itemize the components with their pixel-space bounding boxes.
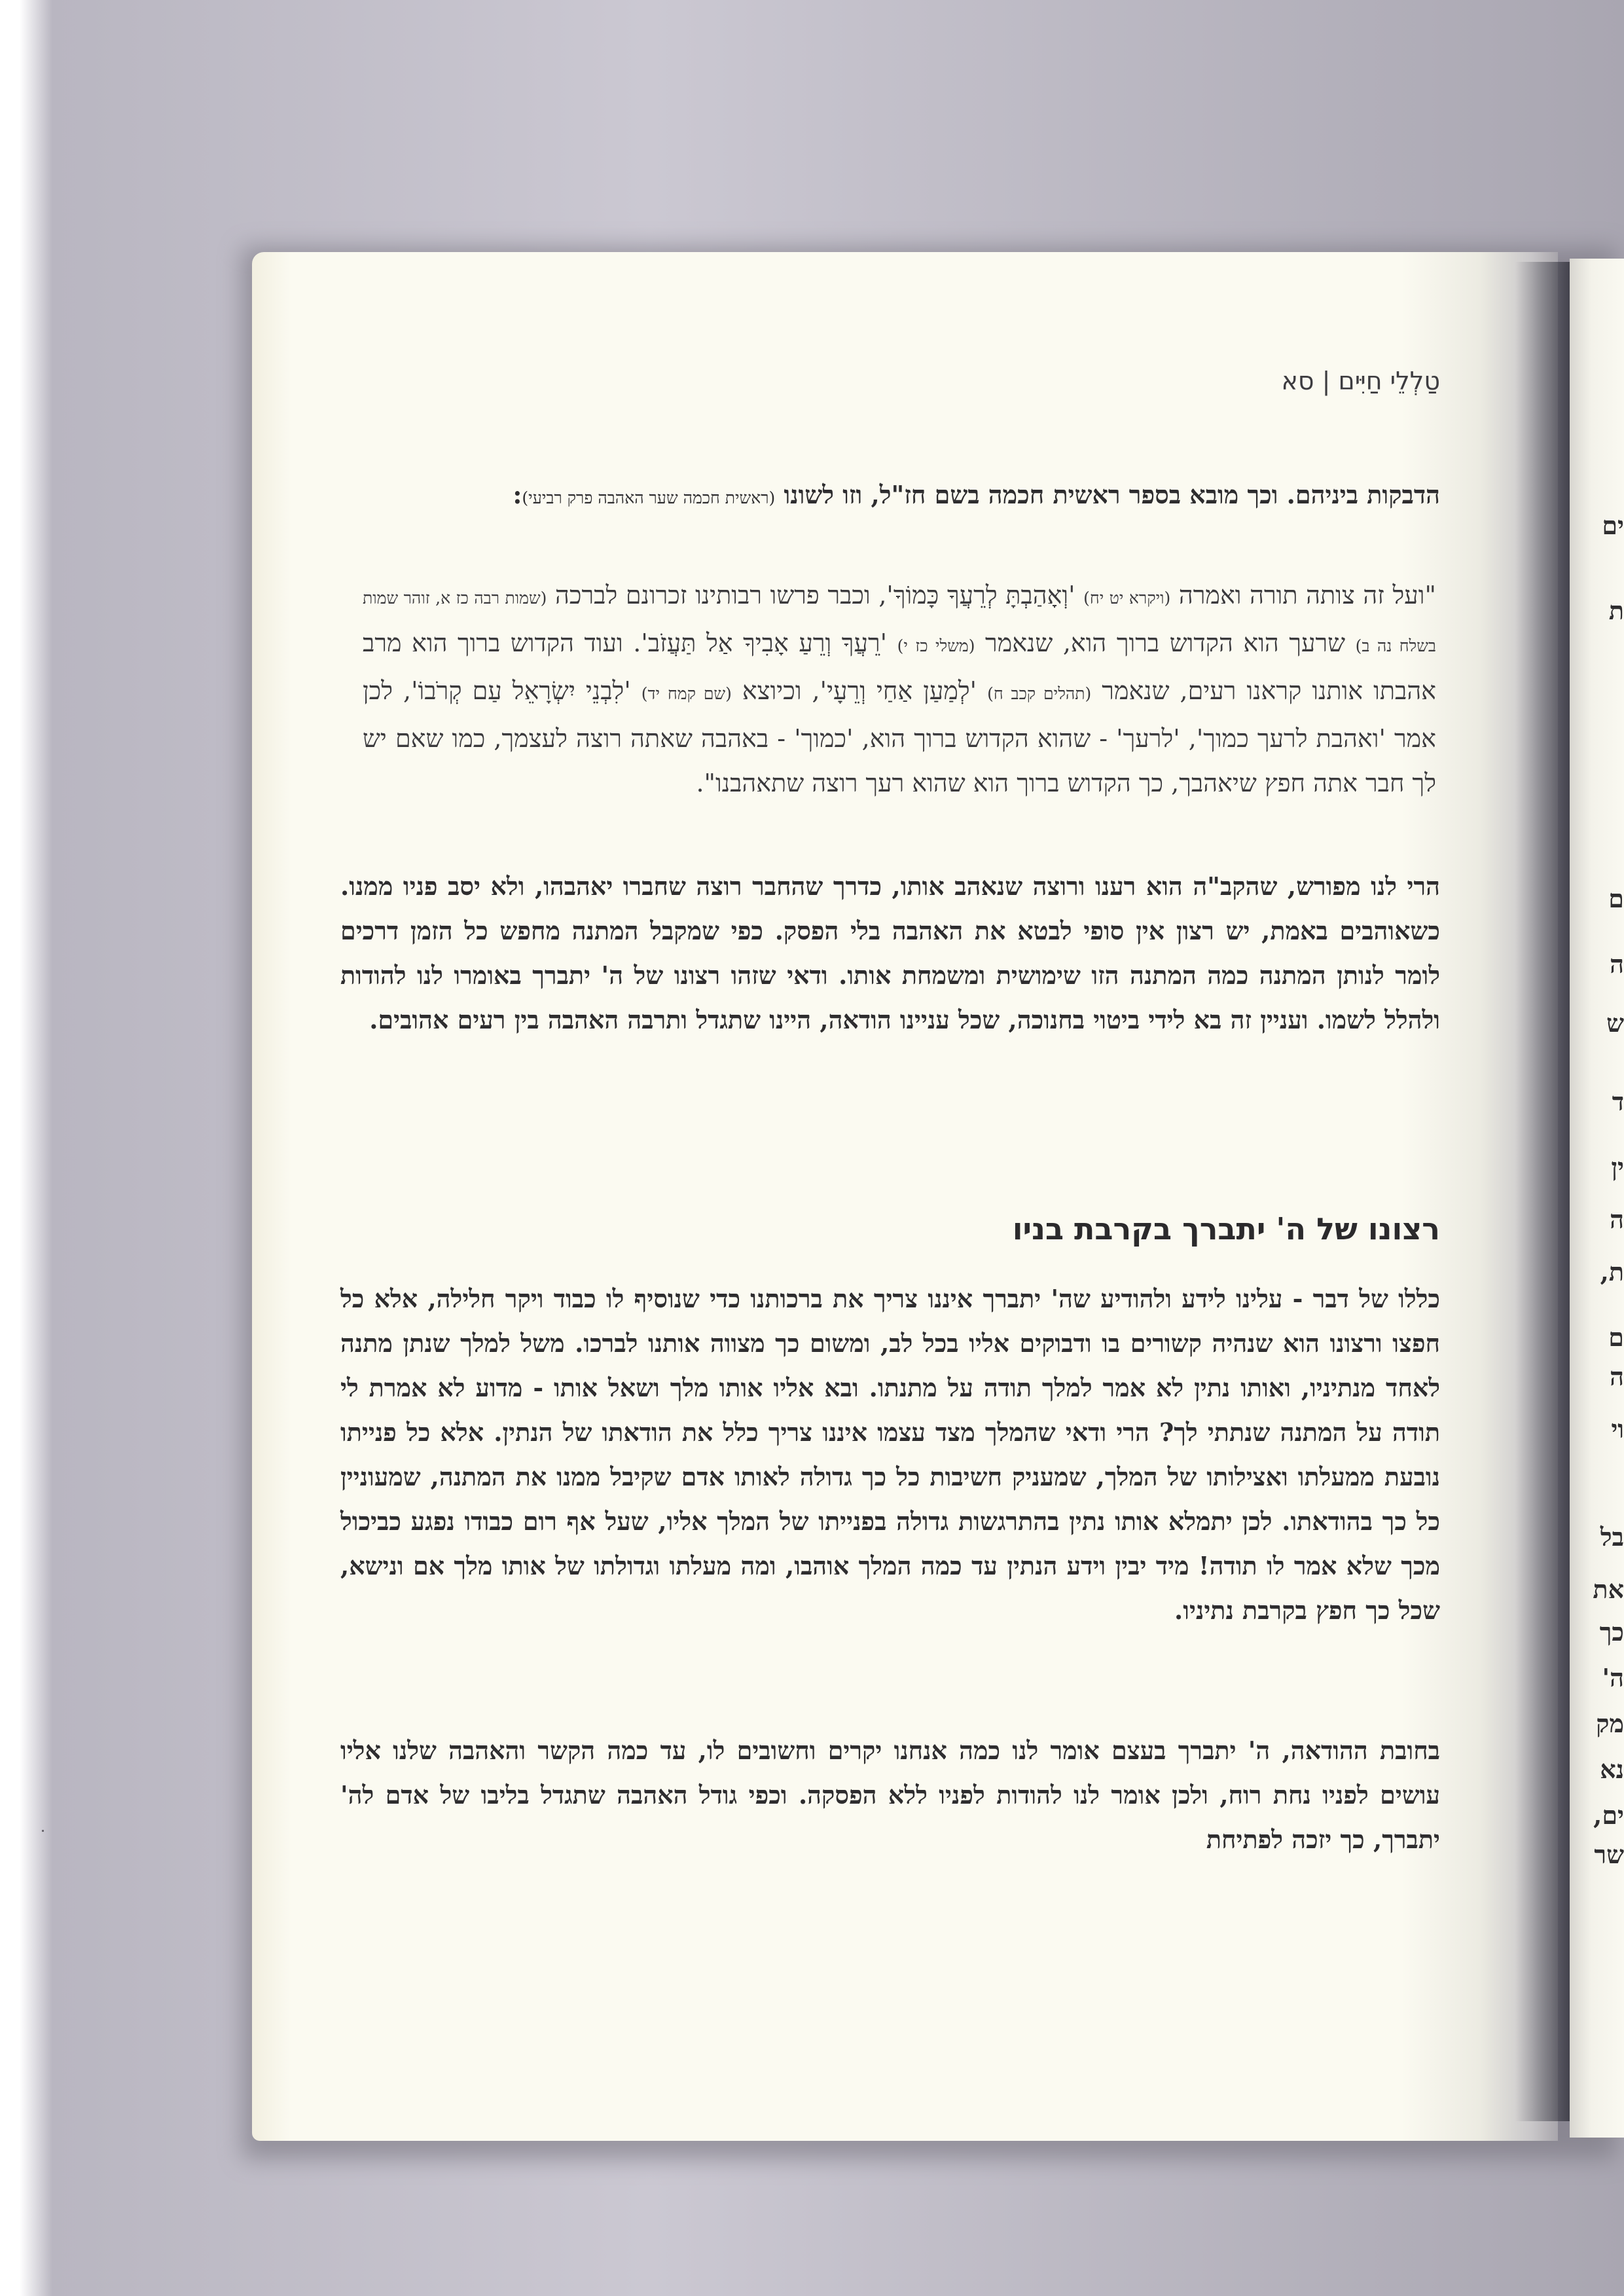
paragraph-4: בחובת ההודאה, ה' יתברך בעצם אומר לנו כמה אנחנו יקרים וחשובים לו, עד כמה הקשר והאהבה שלנו אליו עושים לפניו נחת רוח, ולכן אומר לנו להודות לפניו ללא הפסקה. וכפי גודל האהבה שתגדל בליבו של אדם לה' יתברך, כך יזכה לפתיחת xyxy=(340,1736,1440,1854)
fragment: בל xyxy=(1600,1522,1624,1552)
fragment: ת xyxy=(1608,596,1624,625)
quote-reference: (שמות רבה כז א, זוהר שמות בשלח נה ב) xyxy=(363,589,1436,655)
fragment: ין xyxy=(1611,1152,1624,1182)
quote-text: 'לִבְנֵי יִשְׂרָאֵל עַם קְרֹבוֹ', לכן אמר 'ואהבת לרעך כמוך', 'לרעך' - שהוא הקדוש ברוך הוא, 'כמוך' - באהבה שאתה רוצה לעצמך, כמו שאם יש לך חבר אתה חפץ שיאהבך, כך הקדוש ברוך הוא שהוא רעך רוצה שתאהבנו". xyxy=(363,676,1436,797)
quotation-block xyxy=(363,573,1440,805)
quote-text: שרעך הוא הקדוש ברוך הוא, שנאמר xyxy=(975,629,1356,657)
quote-text: 'לְמַעַן אַחַי וְרֵעָי', וכיוצא xyxy=(731,676,988,705)
fragment: את xyxy=(1593,1575,1624,1604)
fragment: ה' xyxy=(1602,1663,1624,1692)
quote-reference: (שם קמח יד) xyxy=(641,684,732,703)
quote-text: 'וְאָהַבְתָּ לְרֵעֲךָ כָּמוֹךָ', וכבר פרשו רבותינו זכרונם לברכה xyxy=(547,581,1084,610)
paragraph-1-reference: (ראשית חכמה שער האהבה פרק רביעי) xyxy=(522,488,776,507)
fragment: ד xyxy=(1612,1087,1624,1116)
fragment: נא xyxy=(1600,1755,1624,1784)
fragment: ה xyxy=(1610,1362,1624,1391)
fragment: ם xyxy=(1608,1322,1624,1352)
fragment: ים xyxy=(1602,511,1624,540)
fragment: מק xyxy=(1596,1709,1624,1738)
paragraph-2: הרי לנו מפורש, שהקב"ה הוא רענו ורוצה שנאהב אותו, כדרך שהחבר רוצה שחברו יאהבהו, ולא יסב פניו ממנו. כשאוהבים באמת, יש רצון אין סופי לבטא את האהבה בלי הפסק. כפי שמקבל המתנה מחפש כל הזמן דרכים לומר לנותן המתנה כמה המתנה הזו שימושית ומשמחת אותו. ודאי שזהו רצונו של ה' יתברך באומרו לנו להודות ולהלל לשמו. ועניין זה בא לידי ביטוי בחנוכה, שכל עניינו הודאה, היינו שתגדל ותרבה האהבה בין רעים אהובים. xyxy=(340,871,1440,1034)
quote-reference: (משלי כז י) xyxy=(897,636,975,655)
fragment: וי xyxy=(1611,1414,1624,1444)
scan-artifact-dot xyxy=(42,1830,44,1832)
fragment: ש xyxy=(1606,1008,1624,1038)
running-head: טַלְלֵי חַיִּים | סא xyxy=(1281,367,1440,395)
fragment: ם xyxy=(1608,884,1624,913)
fragment: כך xyxy=(1599,1617,1624,1647)
fragment: ה xyxy=(1610,1205,1624,1234)
section-heading: רצונו של ה' יתברך בקרבת בניו xyxy=(1012,1211,1440,1247)
fragment: ת, xyxy=(1600,1257,1624,1286)
paragraph-1-end: : xyxy=(513,480,522,509)
paragraph-1 xyxy=(340,473,1440,520)
paragraph-1-text: הדבקות ביניהם. וכך מובא בספר ראשית חכמה בשם חז"ל, וזו לשונו xyxy=(784,480,1440,509)
paragraph-3: כללו של דבר - עלינו לידע ולהודיע שה' יתברך איננו צריך את ברכותנו כדי שנוסיף לו כבוד ויקר חלילה, אלא כל חפצו ורצונו הוא שנהיה קשורים בו ודבוקים אליו בכל לב, ומשום כך מצווה אותנו לברכו. משל למלך שנתן מתנה לאחד מנתיניו, ואותו נתין לא אמר למלך תודה על מתנתו. ובא אליו אותו מלך ושאל אותו - מדוע לא אמרת לי תודה על המתנה שנתתי לך? הרי ודאי שהמלך מצד עצמו איננו צריך כלל את הודאתו של הנתין. אלא כל פנייתו נובעת ממעלתו ואצילותו של המלך, שמעניק חשיבות כל כך גדולה לאותו אדם שקיבל ממנו את המתנה, שמעוניין כל כך בהודאתו. לכן יתמלא אותו נתין בהתרגשות גדולה בפנייתו של המלך אליו, שעל אף רום כבודו נפגע כביכול מכך שלא אמר לו תודה! מיד יבין וידע הנתין עד כמה המלך אוהבו, ומה מעלתו וגדולתו של אותו מלך אם ונישא, שכל כך חפץ בקרבת נתיניו. xyxy=(340,1284,1440,1625)
quote-text: 'רֵעֲךָ וְרֵעַ אָבִיךָ אַל תַּעֲזֹב'. ועוד הקדוש ברוך הוא מרב אהבתו אותנו קראנו רעים, שנאמר xyxy=(363,629,1436,705)
quote-reference: (ויקרא יט יח) xyxy=(1083,589,1171,608)
quote-text: "ועל זה צותה תורה ואמרה xyxy=(1170,581,1436,610)
quote-reference: (תהלים קכב ח) xyxy=(987,684,1092,703)
book-gutter xyxy=(1515,262,1574,2121)
fragment: שר xyxy=(1594,1840,1624,1869)
fragment: ים, xyxy=(1593,1800,1624,1830)
fragment: ה xyxy=(1610,949,1624,979)
